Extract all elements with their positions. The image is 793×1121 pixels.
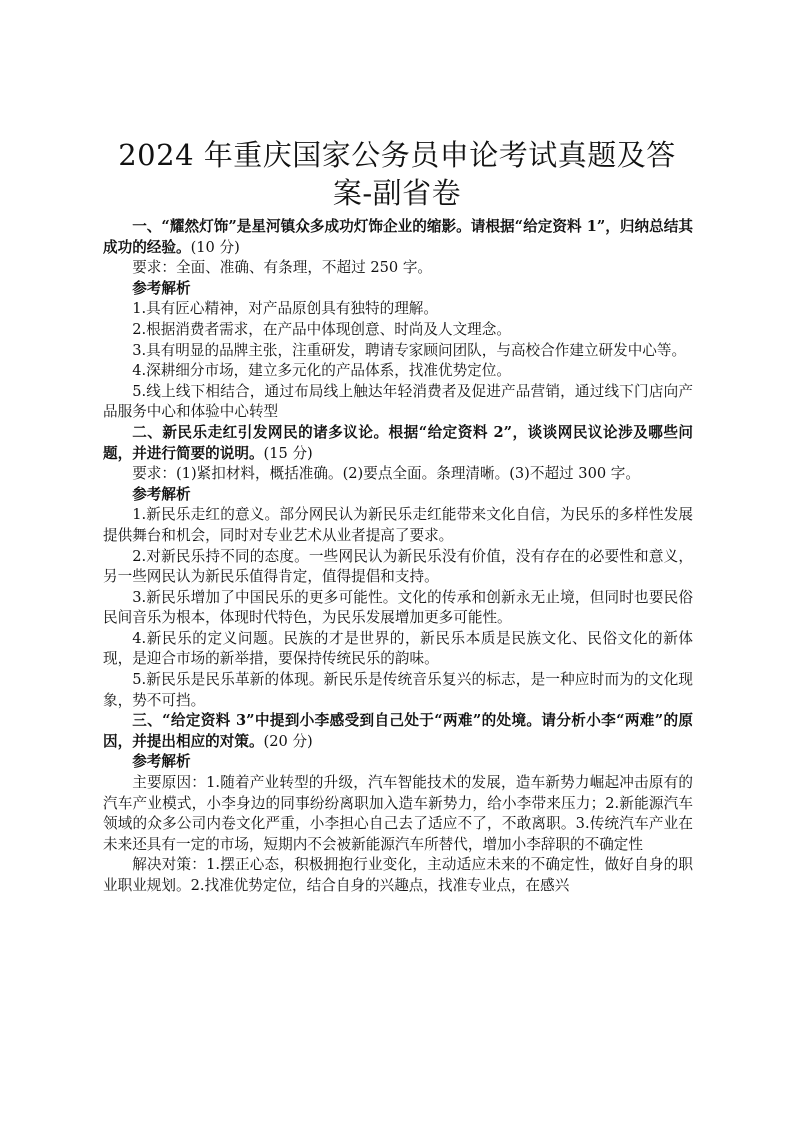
question-3-reasons: 主要原因：1.随着产业转型的升级，汽车智能技术的发展，造车新势力崛起冲击原有的汽车产业模式，小李身边的同事纷纷离职加入造车新势力，给小李带来压力；2.新能源汽车领域的众多公司内卷文化严重，小李担心自己去了适应不了，不敢离职。3.传统汽车产业在未来还具有一定的市场，短期内不会被新能源汽车所替代，增加小李辞职的不确定性 [103, 774, 693, 853]
question-3-analysis-heading: 参考解析 [132, 753, 191, 771]
question-2-answer: 2.对新民乐持不同的态度。一些网民认为新民乐没有价值，没有存在的必要性和意义，另一些网民认为新民乐值得肯定，值得提倡和支持。 [103, 547, 693, 586]
question-1-answer: 4.深耕细分市场，建立多元化的产品体系，找准优势定位。 [132, 362, 511, 380]
question-2-answer: 5.新民乐是民乐革新的体现。新民乐是传统音乐复兴的标志，是一种应时而为的文化现象，势不可挡。 [103, 671, 693, 709]
question-1-answer: 5.线上线下相结合，通过布局线上触达年轻消费者及促进产品营销，通过线下门店向产品服务中心和体验中心转型 [103, 382, 693, 421]
question-3-points: (20 分) [263, 732, 313, 750]
question-2-answer: 4.新民乐的定义问题。民族的才是世界的，新民乐本质是民族文化、民俗文化的新体现，是迎合市场的新举措，要保持传统民乐的韵味。 [103, 629, 693, 668]
question-3 [103, 711, 693, 752]
question-1-answer: 1.具有匠心精神，对产品原创具有独特的理解。 [132, 300, 438, 318]
question-2-text: 二、新民乐走红引发网民的诸多议论。根据“给定资料 2”，谈谈网民议论涉及哪些问题，并进行简要的说明。 [103, 423, 693, 462]
question-1-answer: 2.根据消费者需求，在产品中体现创意、时尚及人文理念。 [132, 320, 511, 338]
question-2-answer: 3.新民乐增加了中国民乐的更多可能性。文化的传承和创新永无止境，但同时也要民俗民间音乐为根本，体现时代特色，为民乐发展增加更多可能性。 [103, 588, 693, 627]
question-1-text: 一、“耀然灯饰”是星河镇众多成功灯饰企业的缩影。请根据“给定资料 1”，归纳总结其成功的经验。 [103, 218, 693, 256]
question-1-requirement: 要求：全面、准确、有条理，不超过 250 字。 [132, 259, 433, 277]
question-2-answer: 1.新民乐走红的意义。部分网民认为新民乐走红能带来文化自信，为民乐的多样性发展提供舞台和机会，同时对专业艺术从业者提高了要求。 [103, 506, 693, 544]
page-title: 2024 年重庆国家公务员申论考试真题及答案-副省卷 [118, 138, 676, 210]
question-3-solutions: 解决对策：1.摆正心态，积极拥抱行业变化，主动适应未来的不确定性，做好自身的职业职业规划。2.找准优势定位，结合自身的兴趣点，找准专业点，在感兴 [103, 856, 693, 894]
question-3-text: 三、“给定资料 3”中提到小李感受到自己处于“两难”的处境。请分析小李“两难”的原因，并提出相应的对策。 [103, 712, 693, 750]
question-1-answer: 3.具有明显的品牌主张，注重研发，聘请专家顾问团队，与高校合作建立研发中心等。 [132, 341, 687, 359]
question-1-analysis-heading: 参考解析 [132, 279, 191, 297]
question-2-points: (15 分) [263, 444, 313, 462]
document-body [103, 217, 693, 897]
question-1 [103, 217, 693, 258]
question-2 [103, 423, 693, 464]
question-1-points: (10 分) [190, 238, 240, 256]
question-2-analysis-heading: 参考解析 [132, 485, 191, 503]
question-2-requirement: 要求：(1)紧扣材料，概括准确。(2)要点全面。条理清晰。(3)不超过 300 字。 [132, 465, 640, 483]
